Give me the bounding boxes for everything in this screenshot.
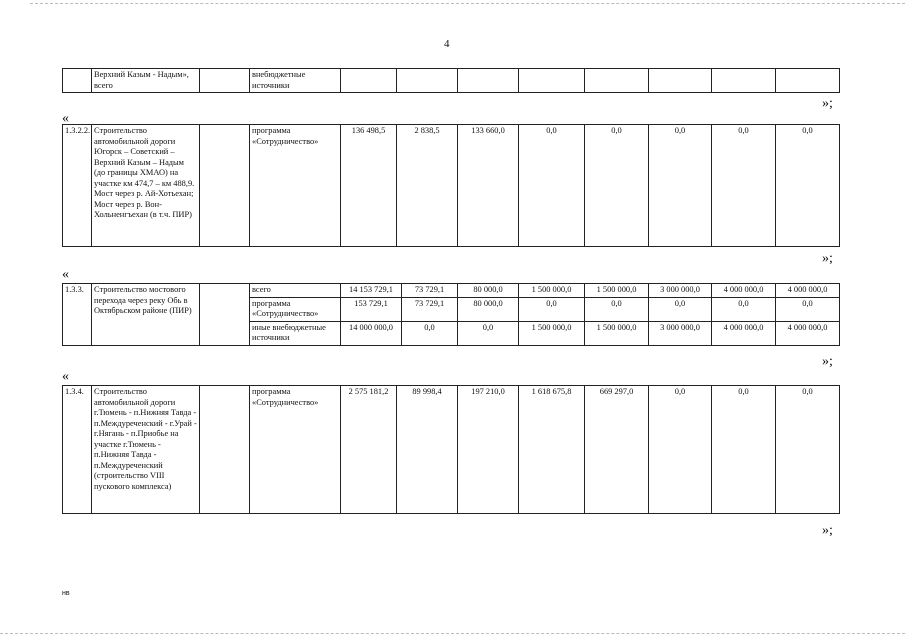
budget-table-1-3-4 [62,385,840,514]
cell-funding-source: иные внебюджетные источники [250,321,341,345]
table-row [63,69,840,93]
budget-table-1-3-3 [62,283,840,346]
cell-year-2 [458,69,519,93]
cell-funding-source: всего [250,284,341,298]
cell-year-1: 73 729,1 [402,297,458,321]
cell-year-7: 0,0 [776,125,840,247]
scan-top-edge [30,3,905,4]
cell-year-7: 4 000 000,0 [776,321,840,345]
cell-year-6: 4 000 000,0 [712,284,776,298]
opening-quote: « [62,267,69,282]
cell-item-number [63,69,92,93]
scan-bottom-edge [0,633,905,634]
closing-quote: »; [822,96,833,111]
cell-year-4: 1 500 000,0 [585,321,649,345]
cell-year-3: 1 500 000,0 [519,284,585,298]
cell-year-7 [776,69,840,93]
cell-year-2: 133 660,0 [458,125,519,247]
cell-empty-column [200,69,250,93]
cell-year-2: 0,0 [458,321,519,345]
cell-year-5: 0,0 [649,125,712,247]
cell-empty-column [200,386,250,514]
cell-year-5: 3 000 000,0 [649,321,712,345]
cell-item-name: Строительство автомобильной дороги г.Тюмень - п.Нижняя Тавда - п.Междуреченский - г.Урай - г.Нягань - п.Приобье на участке г.Тюмень - п.Нижняя Тавда - п.Междуреченский (строительство VIII пускового комплекса) [92,386,200,514]
cell-year-4: 669 297,0 [585,386,649,514]
cell-year-1 [397,69,458,93]
cell-year-3 [519,69,585,93]
cell-item-number: 1.3.4. [63,386,92,514]
cell-year-2: 197 210,0 [458,386,519,514]
cell-year-6: 0,0 [712,297,776,321]
closing-quote: »; [822,354,833,369]
cell-empty-column [200,284,250,346]
table-row [63,284,840,298]
footer-initials: нв [62,590,70,597]
cell-item-name: Строительство автомобильной дороги Югорск – Советский – Верхний Казым – Надым (до границы ХМАО) на участке км 474,7 – км 488,9. Мост через р. Ай-Хотьехан; Мост через р. Вон-Хольненгъехан (в т.ч. ПИР) [92,125,200,247]
table-row [63,386,840,514]
budget-table-1-3-2-2 [62,124,840,247]
cell-total: 2 575 181,2 [341,386,397,514]
table-row [63,125,840,247]
cell-year-5: 0,0 [649,386,712,514]
cell-year-4: 0,0 [585,297,649,321]
closing-quote: »; [822,251,833,266]
cell-total [341,69,397,93]
cell-item-name: Строительство мостового перехода через реку Обь в Октябрьском районе (ПИР) [92,284,200,346]
cell-year-3: 0,0 [519,297,585,321]
cell-year-3: 1 500 000,0 [519,321,585,345]
cell-year-6: 0,0 [712,125,776,247]
cell-year-3: 0,0 [519,125,585,247]
cell-year-1: 0,0 [402,321,458,345]
cell-year-7: 0,0 [776,386,840,514]
cell-year-6: 4 000 000,0 [712,321,776,345]
cell-year-1: 2 838,5 [397,125,458,247]
cell-funding-source: внебюджетные источники [250,69,341,93]
cell-year-1: 89 998,4 [397,386,458,514]
cell-funding-source: программа «Сотрудничество» [250,297,341,321]
cell-item-number: 1.3.2.2. [63,125,92,247]
opening-quote: « [62,111,69,126]
cell-year-2: 80 000,0 [458,297,519,321]
cell-year-2: 80 000,0 [458,284,519,298]
closing-quote: »; [822,523,833,538]
cell-year-4: 0,0 [585,125,649,247]
cell-total: 136 498,5 [341,125,397,247]
page-number: 4 [444,38,450,50]
cell-year-5: 3 000 000,0 [649,284,712,298]
cell-year-6: 0,0 [712,386,776,514]
cell-funding-source: программа «Сотрудничество» [250,386,341,514]
cell-empty-column [200,125,250,247]
cell-year-6 [712,69,776,93]
cell-total: 153 729,1 [341,297,402,321]
cell-year-4 [585,69,649,93]
cell-year-7: 0,0 [776,297,840,321]
cell-year-5: 0,0 [649,297,712,321]
cell-year-1: 73 729,1 [402,284,458,298]
opening-quote: « [62,369,69,384]
cell-total: 14 000 000,0 [341,321,402,345]
cell-year-5 [649,69,712,93]
cell-total: 14 153 729,1 [341,284,402,298]
cell-item-number: 1.3.3. [63,284,92,346]
cell-year-7: 4 000 000,0 [776,284,840,298]
cell-year-3: 1 618 675,8 [519,386,585,514]
cell-year-4: 1 500 000,0 [585,284,649,298]
cell-funding-source: программа «Сотрудничество» [250,125,341,247]
cell-item-name: Верхний Казым - Надым», всего [92,69,200,93]
budget-table-continuation [62,68,840,93]
